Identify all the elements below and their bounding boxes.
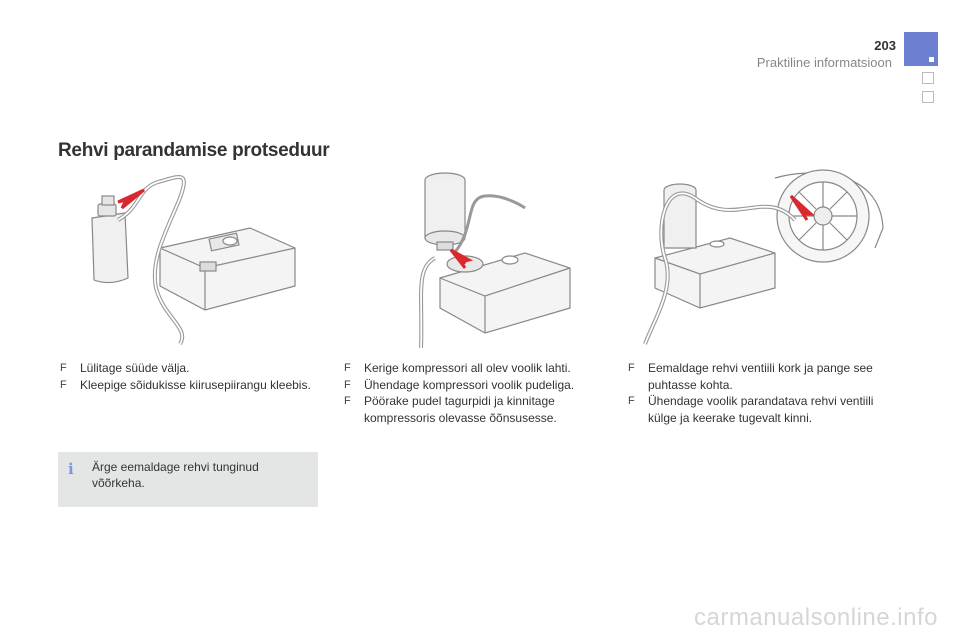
- list-item: F Kleepige sõidukisse kiirusepiirangu kleebis.: [60, 377, 311, 392]
- section-header: Praktiline informatsioon: [756, 55, 892, 70]
- info-note: [58, 452, 318, 507]
- illustration-bottle-inverted: [395, 168, 585, 348]
- list-item: F Lülitage süüde välja.: [60, 361, 190, 375]
- list-item: F Eemaldage rehvi ventiili kork ja pange see puhtasse kohta.: [628, 361, 873, 392]
- watermark: carmanualsonline.info: [694, 604, 938, 631]
- instruction-column-1: [58, 360, 320, 393]
- list-item: F Kerige kompressori all olev voolik lahti.: [344, 361, 571, 375]
- list-item: F Ühendage kompressori voolik pudeliga.: [344, 377, 575, 392]
- instruction-column-2: [342, 360, 604, 426]
- instruction-column-3: [626, 360, 888, 426]
- chapter-tab-active[interactable]: [904, 32, 938, 66]
- list-item: F Ühendage voolik parandatava rehvi ventiili külge ja keerake tugevalt kinni.: [628, 394, 874, 425]
- list-item: F Pöörake pudel tagurpidi ja kinnitage kompressoris olevasse õõnsusesse.: [344, 394, 557, 425]
- chapter-tab[interactable]: [922, 72, 934, 84]
- chapter-tab[interactable]: [922, 91, 934, 103]
- note-text: Ärge eemaldage rehvi tunginud võõrkeha.: [92, 460, 259, 490]
- illustration-wheel-valve: [635, 168, 885, 348]
- page-title: Rehvi parandamise protseduur: [58, 140, 330, 161]
- page-number: 203: [874, 38, 896, 53]
- info-icon: i: [68, 460, 74, 478]
- illustration-bottle-compressor: [80, 168, 300, 348]
